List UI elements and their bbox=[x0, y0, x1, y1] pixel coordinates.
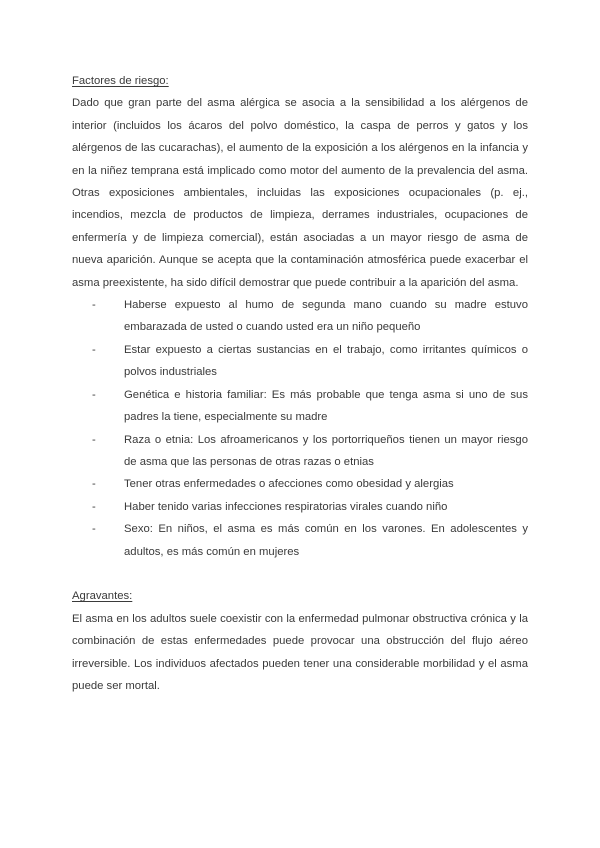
list-item-text: Sexo: En niños, el asma es más común en los varones. En adolescentes y adultos, es más común en mujeres bbox=[124, 523, 528, 558]
aggravating-factors-paragraph: El asma en los adultos suele coexistir con la enfermedad pulmonar obstructiva crónica y la combinación de estas enfermedades puede provocar una obstrucción del flujo aéreo irreversible. Los individuos afectados pueden tener una considerable morbilidad y el asma puede ser mortal. bbox=[72, 612, 528, 692]
list-item bbox=[92, 339, 528, 384]
list-item-text: Tener otras enfermedades o afecciones como obesidad y alergias bbox=[124, 478, 454, 491]
bullet-dash: - bbox=[92, 433, 96, 446]
list-item bbox=[92, 384, 528, 429]
section-heading-aggravating-factors: Agravantes: bbox=[72, 590, 133, 603]
list-item-text: Estar expuesto a ciertas sustancias en el trabajo, como irritantes químicos o polvos industriales bbox=[124, 343, 528, 379]
bullet-dash: - bbox=[92, 478, 96, 491]
list-item-text: Haberse expuesto al humo de segunda mano cuando su madre estuvo embarazada de usted o cuando usted era un niño pequeño bbox=[124, 299, 528, 334]
list-item-text: Raza o etnia: Los afroamericanos y los portorriqueños tienen un mayor riesgo de asma que las personas de otras razas o etnias bbox=[124, 433, 528, 468]
list-item bbox=[92, 518, 528, 563]
bullet-dash: - bbox=[92, 500, 96, 513]
section-spacer bbox=[72, 563, 528, 585]
list-item bbox=[92, 294, 528, 339]
section-heading-risk-factors: Factores de riesgo: bbox=[72, 75, 169, 87]
bullet-dash: - bbox=[92, 299, 96, 312]
bullet-dash: - bbox=[92, 343, 96, 356]
list-item-text: Genética e historia familiar: Es más probable que tenga asma si uno de sus padres la tiene, especialmente su madre bbox=[124, 388, 528, 424]
list-item bbox=[92, 473, 528, 495]
list-item-text: Haber tenido varias infecciones respiratorias virales cuando niño bbox=[124, 500, 448, 513]
risk-factors-paragraph: Dado que gran parte del asma alérgica se asocia a la sensibilidad a los alérgenos de interior (incluidos los ácaros del polvo doméstico, la caspa de perros y gatos y los alérgenos de las cucarachas), el aumento de la exposición a los alérgenos en la infancia y en la niñez temprana está implicado como motor del aumento de la prevalencia del asma. Otras exposiciones ambientales, incluidas las exposiciones ocupacionales (p. ej., incendios, mezcla de productos de limpieza, derrames industriales, ocupaciones de enfermería y de limpieza comercial), están asociadas a un mayor riesgo de asma de nueva aparición. Aunque se acepta que la contaminación atmosférica puede exacerbar el asma preexistente, ha sido difícil demostrar que puede contribuir a la aparición del asma. bbox=[72, 97, 528, 289]
list-item bbox=[92, 429, 528, 474]
list-item bbox=[92, 496, 528, 518]
risk-factors-list bbox=[72, 294, 528, 563]
bullet-dash: - bbox=[92, 388, 96, 401]
bullet-dash: - bbox=[92, 523, 96, 536]
